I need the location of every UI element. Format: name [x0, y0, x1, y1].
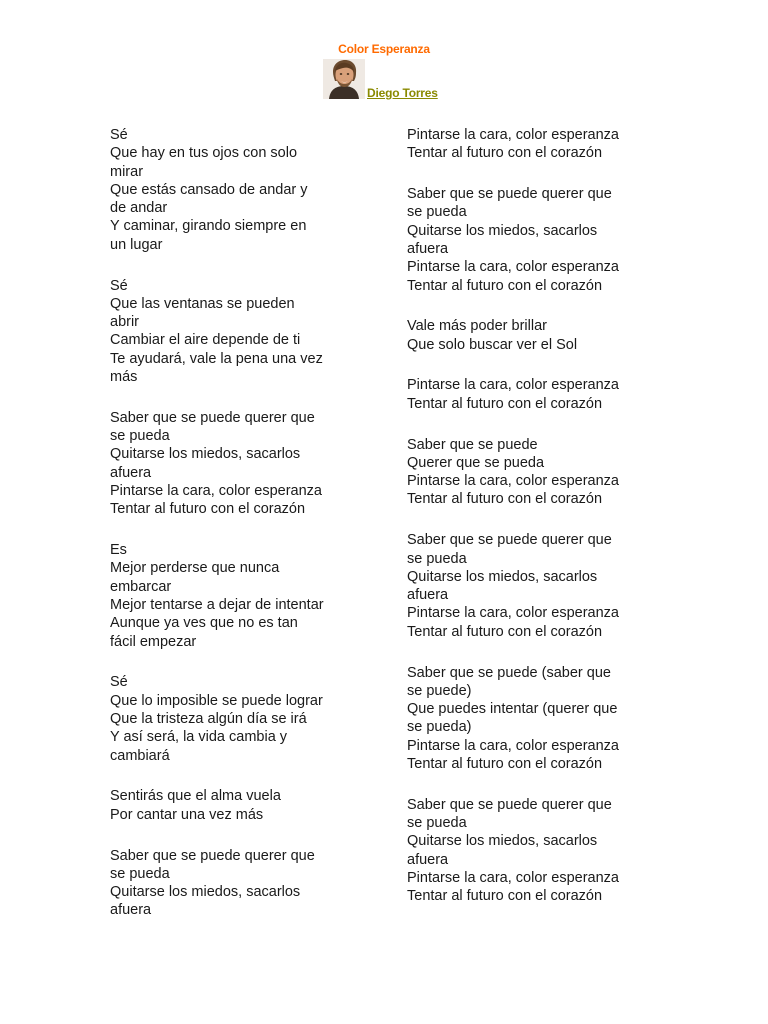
lyric-line: Saber que se puede querer que	[407, 532, 612, 549]
lyric-line: Quitarse los miedos, sacarlos	[110, 884, 301, 901]
lyric-line: Cambiar el aire depende de ti	[110, 332, 301, 349]
lyric-line: se pueda	[110, 865, 170, 882]
lyric-line: Saber que se puede (saber que	[407, 664, 611, 681]
lyric-line: Que las ventanas se pueden	[110, 295, 295, 312]
lyric-line: un lugar	[110, 236, 163, 253]
lyric-line: Pintarse la cara, color esperanza	[407, 737, 619, 754]
lyric-line: Tentar al futuro con el corazón	[407, 888, 603, 905]
lyric-stanza	[110, 541, 372, 651]
lyric-line: Pintarse la cara, color esperanza	[407, 605, 619, 622]
artist-photo[interactable]	[323, 59, 365, 99]
lyric-line: embarcar	[110, 578, 172, 595]
lyric-line: Y caminar, girando siempre en	[110, 218, 307, 235]
lyric-line: Pintarse la cara, color esperanza	[407, 127, 619, 143]
lyric-stanza	[110, 409, 372, 519]
lyrics-column-right	[407, 126, 669, 906]
lyric-line: Saber que se puede querer que	[407, 796, 612, 813]
lyric-line: Pintarse la cara, color esperanza	[407, 870, 619, 886]
lyric-line: Aunque ya ves que no es tan	[110, 615, 298, 632]
lyric-line: se pueda	[407, 815, 467, 832]
lyric-line: Quitarse los miedos, sacarlos	[407, 568, 598, 585]
lyric-stanza	[407, 317, 669, 354]
lyric-line: Por cantar una vez más	[110, 806, 264, 823]
lyric-stanza	[110, 277, 372, 387]
lyric-line: Tentar al futuro con el corazón	[407, 623, 603, 640]
lyric-line: afuera	[110, 902, 152, 919]
lyric-line: de andar	[110, 200, 168, 217]
lyric-stanza	[407, 531, 669, 641]
lyric-stanza	[110, 787, 372, 824]
lyric-line: Sentirás que el alma vuela	[110, 788, 281, 805]
lyric-line: Saber que se puede querer que	[110, 409, 315, 426]
lyric-line: Que lo imposible se puede lograr	[110, 692, 323, 709]
lyric-line: Tentar al futuro con el corazón	[110, 501, 306, 518]
lyric-line: Tentar al futuro con el corazón	[407, 491, 603, 508]
lyric-line: afuera	[110, 464, 152, 481]
lyric-line: Querer que se pueda	[407, 454, 545, 471]
lyric-stanza	[407, 436, 669, 509]
lyric-stanza	[407, 126, 669, 163]
lyric-line: Quitarse los miedos, sacarlos	[407, 222, 598, 239]
lyric-line: Pintarse la cara, color esperanza	[407, 259, 619, 276]
lyric-line: se pueda	[407, 204, 467, 221]
artist-link[interactable]: Diego Torres	[367, 86, 438, 100]
lyric-stanza	[407, 796, 669, 906]
lyric-line: Que solo buscar ver el Sol	[407, 336, 578, 353]
lyric-line: afuera	[407, 587, 449, 604]
lyric-line: Saber que se puede querer que	[407, 186, 612, 203]
lyric-line: Quitarse los miedos, sacarlos	[110, 446, 301, 463]
lyric-line: se pueda)	[407, 719, 472, 736]
lyric-line: Tentar al futuro con el corazón	[407, 145, 603, 162]
lyric-line: Vale más poder brillar	[407, 318, 547, 335]
lyric-line: Y así será, la vida cambia y	[110, 729, 288, 746]
lyric-line: Que la tristeza algún día se irá	[110, 711, 307, 728]
lyric-stanza	[110, 847, 372, 920]
lyric-stanza	[110, 126, 372, 254]
lyric-line: afuera	[407, 851, 449, 868]
lyric-line: se puede)	[407, 682, 472, 699]
lyric-line: abrir	[110, 314, 140, 331]
lyric-stanza	[407, 185, 669, 295]
lyric-line: Pintarse la cara, color esperanza	[407, 473, 619, 490]
lyric-line: Pintarse la cara, color esperanza	[407, 377, 619, 394]
lyric-line: Que hay en tus ojos con solo	[110, 145, 298, 162]
lyric-line: Tentar al futuro con el corazón	[407, 395, 603, 412]
lyric-line: Pintarse la cara, color esperanza	[110, 483, 322, 500]
lyric-line: Mejor perderse que nunca	[110, 560, 280, 577]
lyric-line: mirar	[110, 163, 144, 180]
lyric-line: fácil empezar	[110, 633, 197, 650]
lyric-line: Mejor tentarse a dejar de intentar	[110, 597, 324, 614]
lyric-line: Quitarse los miedos, sacarlos	[407, 833, 598, 850]
lyric-line: Te ayudará, vale la pena una vez	[110, 350, 323, 367]
lyric-line: Tentar al futuro con el corazón	[407, 756, 603, 773]
lyric-line: Que estás cansado de andar y	[110, 181, 308, 198]
lyric-line: Sé	[110, 277, 128, 294]
lyric-line: se pueda	[110, 428, 170, 445]
lyric-line: Sé	[110, 674, 128, 691]
lyric-line: más	[110, 369, 138, 386]
lyric-line: cambiará	[110, 747, 170, 764]
song-title: Color Esperanza	[338, 42, 430, 56]
lyric-line: se pueda	[407, 550, 467, 567]
lyric-line: Saber que se puede	[407, 436, 538, 453]
lyric-line: afuera	[407, 240, 449, 257]
lyric-line: Saber que se puede querer que	[110, 847, 315, 864]
lyric-line: Es	[110, 542, 127, 559]
lyric-stanza	[407, 376, 669, 413]
lyric-line: Sé	[110, 127, 128, 143]
lyric-stanza	[407, 664, 669, 774]
lyrics-column-left	[110, 126, 372, 920]
lyric-line: Tentar al futuro con el corazón	[407, 277, 603, 294]
lyric-stanza	[110, 673, 372, 764]
lyric-line: Que puedes intentar (querer que	[407, 701, 618, 718]
